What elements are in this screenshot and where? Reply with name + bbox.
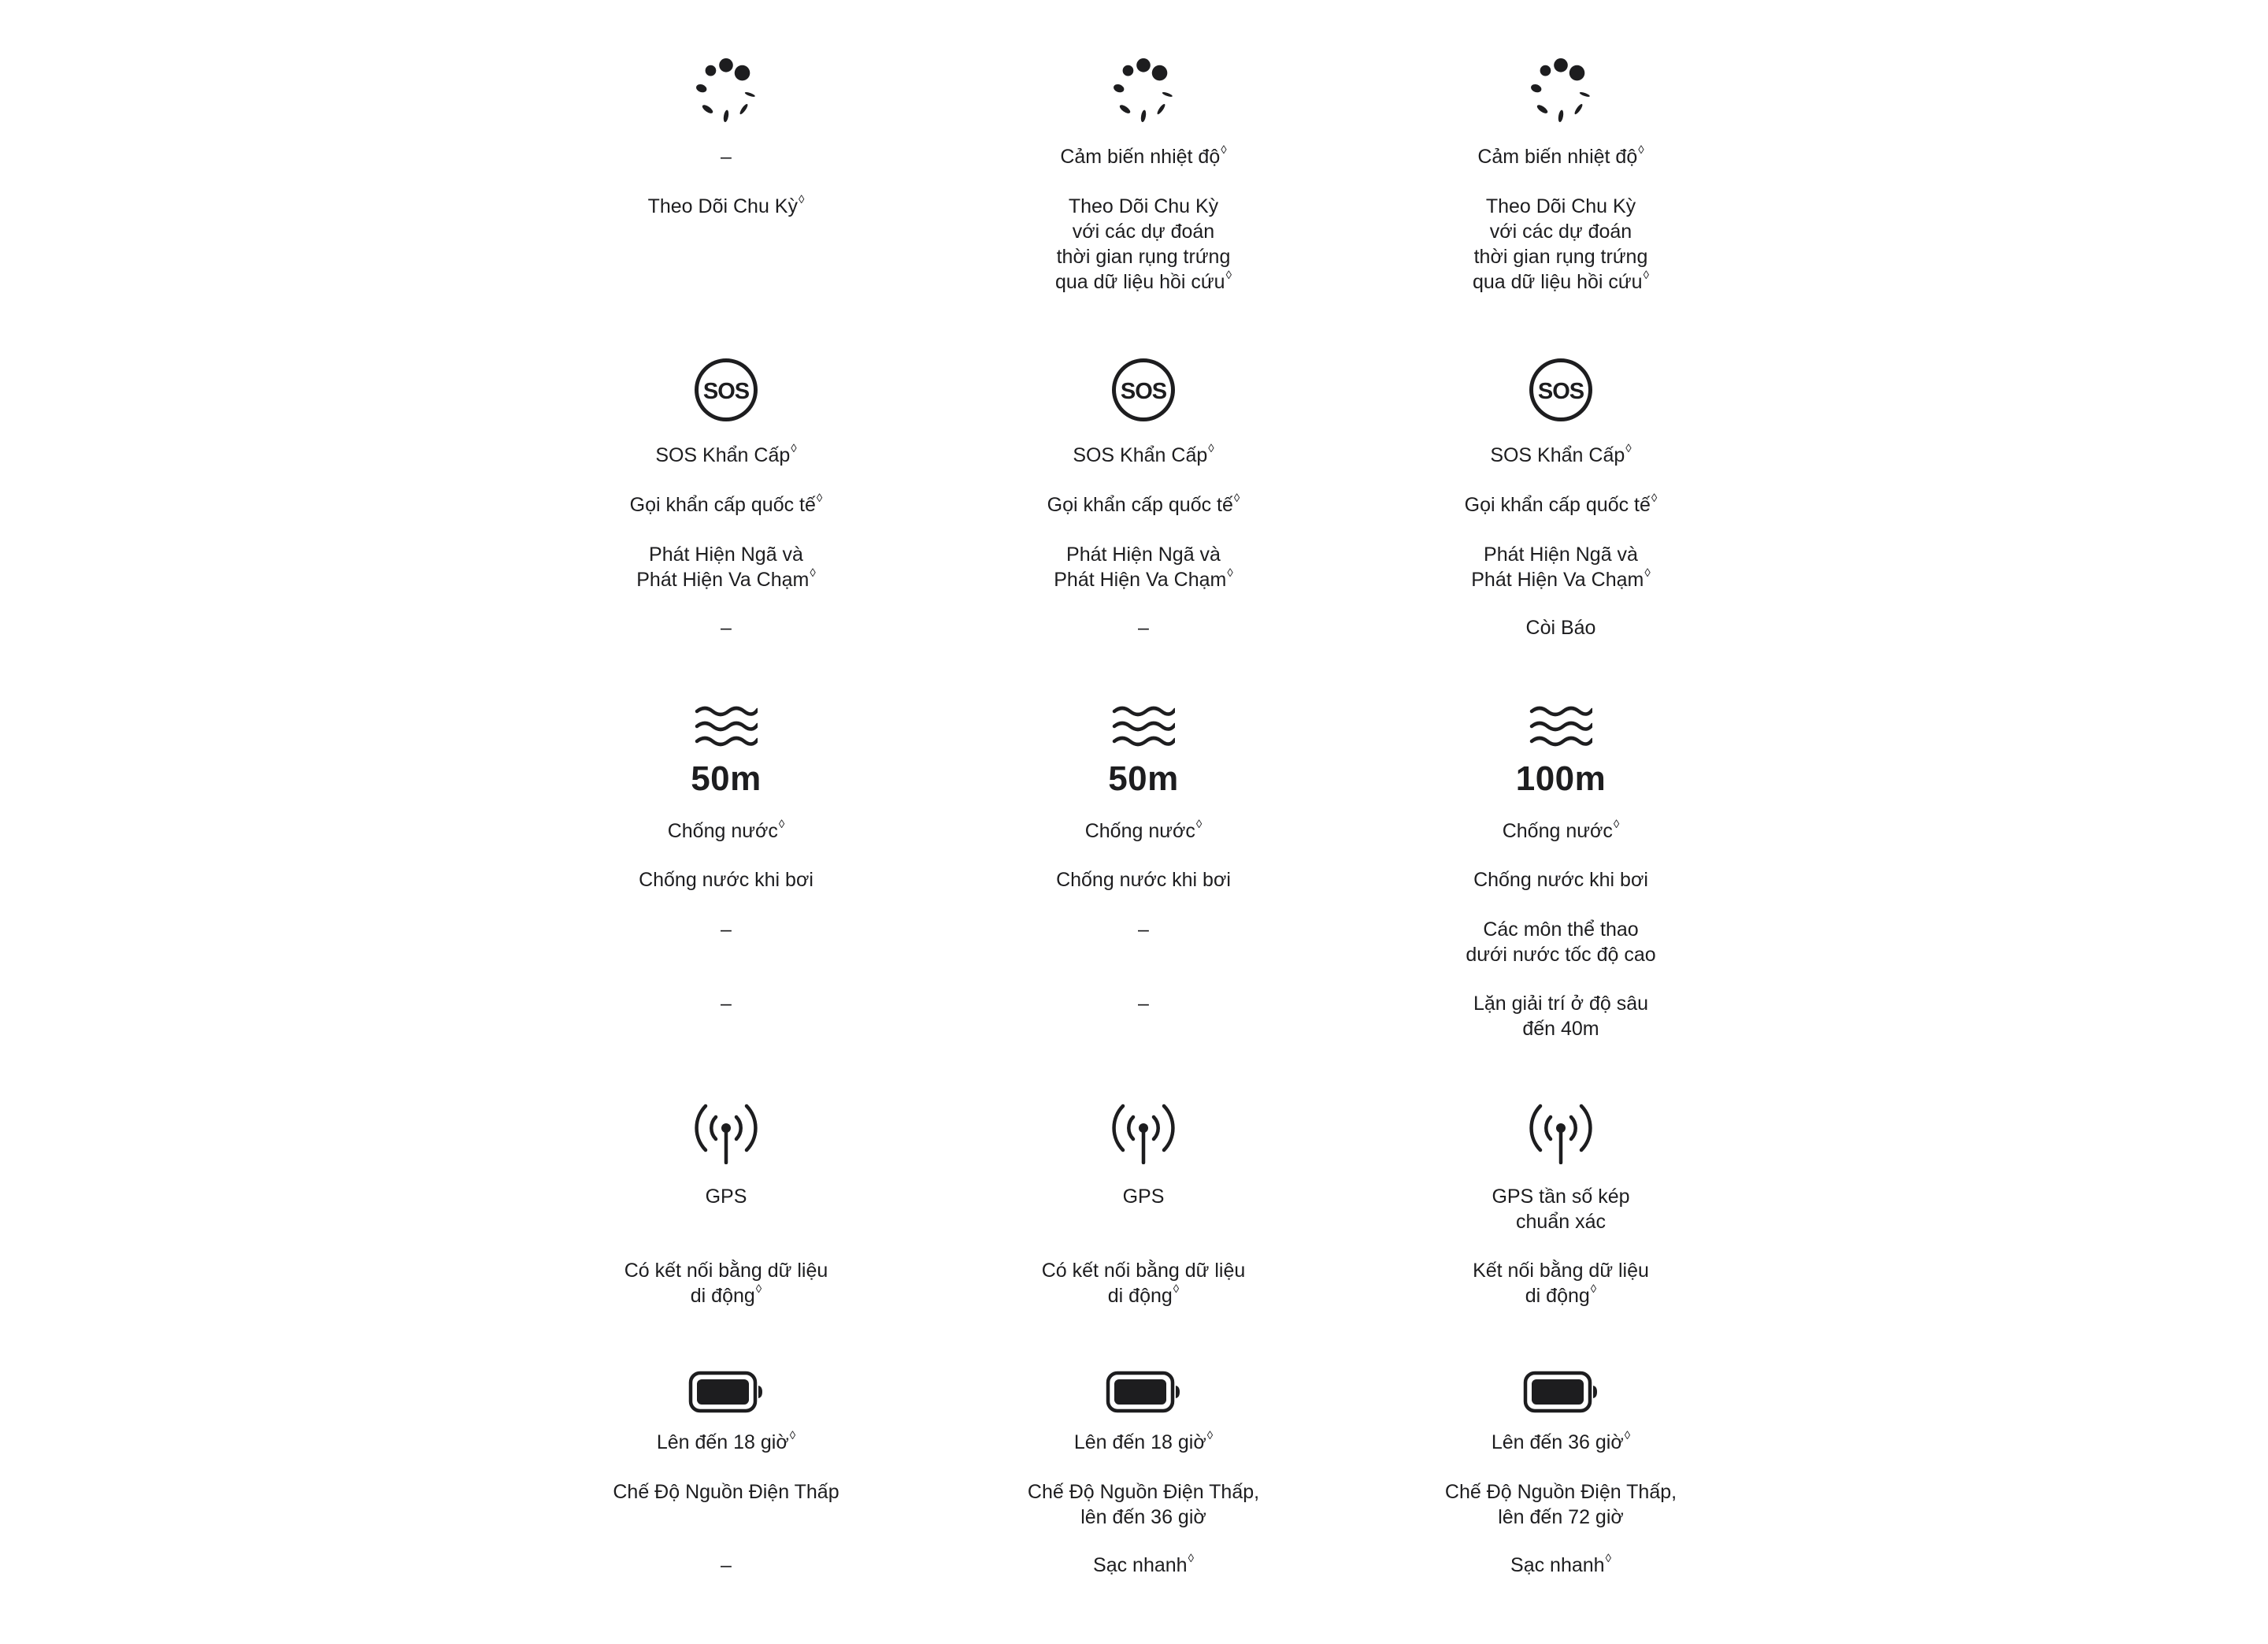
low-power-mode-text: Chế Độ Nguồn Điện Thấp, lên đến 36 giờ: [1027, 1481, 1260, 1528]
gps-text: GPS: [1122, 1186, 1165, 1208]
sos-icon: [1356, 358, 1766, 422]
cellular-text: Có kết nối bằng dữ liệu di động◊: [624, 1260, 828, 1307]
sos-icon: [939, 358, 1348, 422]
fast-charge-text: Sạc nhanh◊: [1510, 1552, 1611, 1576]
diving-text: Lặn giải trí ở độ sâu đến 40m: [1473, 993, 1649, 1040]
battery-hours-text: Lên đến 36 giờ◊: [1491, 1429, 1631, 1453]
water-waves-icon: [939, 703, 1348, 749]
water-resistance-text: Chống nước◊: [1084, 818, 1203, 842]
swimproof-text: Chống nước khi bơi: [639, 869, 813, 891]
low-power-mode-text: Chế Độ Nguồn Điện Thấp: [613, 1481, 839, 1503]
activity-dots-icon: [521, 58, 931, 128]
fall-crash-detection-text: Phát Hiện Ngã và Phát Hiện Va Chạm◊: [1471, 544, 1651, 591]
antenna-signal-icon: [939, 1101, 1348, 1164]
activity-dots-icon: [1356, 58, 1766, 128]
temperature-sensor-value: –: [721, 146, 732, 168]
water-sports-value: –: [721, 918, 732, 941]
antenna-signal-icon: [521, 1101, 931, 1164]
battery-hours-text: Lên đến 18 giờ◊: [656, 1429, 796, 1453]
temperature-sensor-text: Cảm biến nhiệt độ◊: [1477, 143, 1644, 168]
fast-charge-text: Sạc nhanh◊: [1093, 1552, 1194, 1576]
fall-crash-detection-text: Phát Hiện Ngã và Phát Hiện Va Chạm◊: [636, 544, 816, 591]
battery-icon: [1356, 1371, 1766, 1413]
temperature-sensor-text: Cảm biến nhiệt độ◊: [1060, 143, 1227, 168]
swimproof-text: Chống nước khi bơi: [1473, 869, 1648, 891]
column-2: [939, 0, 1348, 1644]
siren-text: Còi Báo: [1525, 617, 1596, 639]
battery-icon: [939, 1371, 1348, 1413]
fast-charge-value: –: [721, 1554, 732, 1576]
siren-value: –: [1138, 617, 1149, 639]
water-waves-icon: [1356, 703, 1766, 749]
water-waves-icon: [521, 703, 931, 749]
column-1: [521, 0, 931, 1644]
siren-value: –: [721, 617, 732, 639]
water-depth-value: 50m: [1108, 759, 1179, 798]
international-emergency-text: Gọi khẩn cấp quốc tế◊: [1047, 492, 1240, 516]
water-sports-value: –: [1138, 918, 1149, 941]
cycle-tracking-text: Theo Dõi Chu Kỳ với các dự đoán thời gian rụng trứng qua dữ liệu hồi cứu◊: [1055, 195, 1232, 293]
low-power-mode-text: Chế Độ Nguồn Điện Thấp, lên đến 72 giờ: [1444, 1481, 1677, 1528]
emergency-sos-text: SOS Khẩn Cấp◊: [655, 442, 797, 466]
battery-hours-text: Lên đến 18 giờ◊: [1073, 1429, 1214, 1453]
fall-crash-detection-text: Phát Hiện Ngã và Phát Hiện Va Chạm◊: [1054, 544, 1233, 591]
international-emergency-text: Gọi khẩn cấp quốc tế◊: [629, 492, 823, 516]
sos-icon: [521, 358, 931, 422]
international-emergency-text: Gọi khẩn cấp quốc tế◊: [1464, 492, 1658, 516]
cellular-text: Kết nối bằng dữ liệu di động◊: [1473, 1260, 1649, 1307]
water-resistance-text: Chống nước◊: [667, 818, 785, 842]
cycle-tracking-text: Theo Dõi Chu Kỳ với các dự đoán thời gian rụng trứng qua dữ liệu hồi cứu◊: [1473, 195, 1649, 293]
water-depth-value: 100m: [1515, 759, 1606, 798]
water-depth-value: 50m: [691, 759, 762, 798]
cycle-tracking-text: Theo Dõi Chu Kỳ◊: [647, 193, 805, 217]
water-sports-text: Các môn thể thao dưới nước tốc độ cao: [1466, 918, 1656, 966]
emergency-sos-text: SOS Khẩn Cấp◊: [1490, 442, 1632, 466]
gps-text: GPS tần số kép chuẩn xác: [1492, 1186, 1630, 1233]
antenna-signal-icon: [1356, 1101, 1766, 1164]
gps-text: GPS: [705, 1186, 747, 1208]
battery-icon: [521, 1371, 931, 1413]
cellular-text: Có kết nối bằng dữ liệu di động◊: [1041, 1260, 1246, 1307]
diving-value: –: [721, 993, 732, 1015]
swimproof-text: Chống nước khi bơi: [1056, 869, 1231, 891]
diving-value: –: [1138, 993, 1149, 1015]
column-3: [1356, 0, 1766, 1644]
activity-dots-icon: [939, 58, 1348, 128]
emergency-sos-text: SOS Khẩn Cấp◊: [1073, 442, 1214, 466]
water-resistance-text: Chống nước◊: [1502, 818, 1620, 842]
